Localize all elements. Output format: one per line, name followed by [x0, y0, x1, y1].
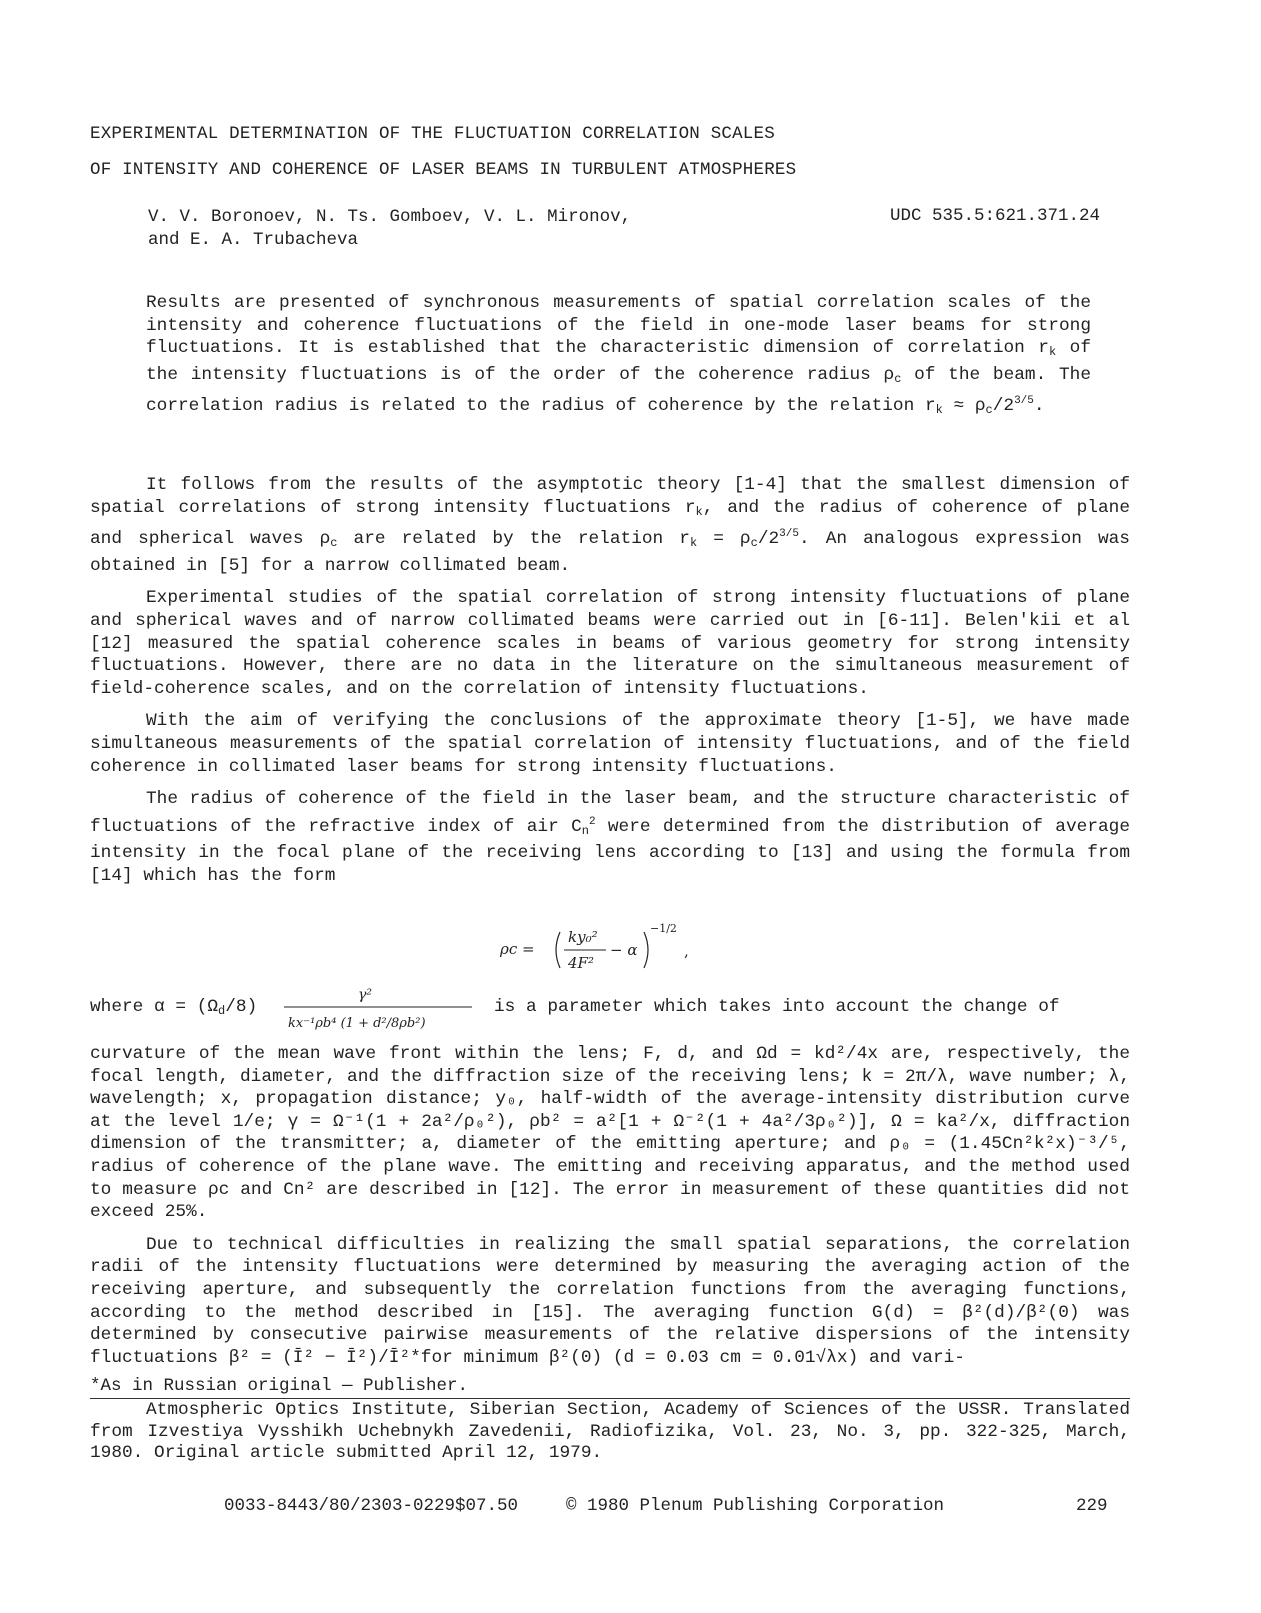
abstract-text-1: Results are presented of synchronous measurements of spatial correlation scales of the intensity and coherence fluctuations of the field in one-mode laser beams for strong fluctuations. It is established that the characteristic dimension of correlation r: [146, 293, 1091, 359]
footnote: *As in Russian original — Publisher.: [90, 1376, 469, 1396]
formula-minus-alpha: − α: [610, 941, 638, 959]
paragraph-3: With the aim of verifying the conclusions of the approximate theory [1-5], we have made simultaneous measurements of the spatial correlation of intensity fluctuations, and of the field coherence in collimated laser beams for strong intensity fluctuations.: [90, 711, 1130, 777]
body-text-top: [90, 474, 1130, 888]
paragraph-2: Experimental studies of the spatial correlation of strong intensity fluctuations of plane and spherical waves and of narrow collimated beams were carried out in [6-11]. Belen'kii et al [12] measured the spatial coherence scales in beams of various geometry for strong intensity fluctuations. However, there are no data in the literature on the simultaneous measurement of field-coherence scales, and on the correlation of intensity fluctuations.: [90, 588, 1130, 699]
affiliation-text: Atmospheric Optics Institute, Siberian Section, Academy of Sciences of the USSR. Translated from Izvestiya Vysshikh Uchebnykh Zavedenii, Radiofizika, Vol. 23, No. 3, pp. 322-325, March, 1980. Original article submitted April 12, 1979.: [90, 1400, 1130, 1463]
abstract-text-3: of the beam. The correlation radius is related to the radius of coherence by the relation r: [146, 364, 1092, 417]
formula-numerator: ky₀²: [568, 928, 598, 946]
paragraph-6: Due to technical difficulties in realizing the small spatial separations, the correlation radii of the intensity fluctuations were determined by measuring the averaging action of the receiving aperture, and subsequently the correlation functions from the averaging functions, according to the method described in [15]. The averaging function G(d) = β²(d)/β²(0) was determined by consecutive pairwise measurements of the relative dispersions of the intensity fluctuations β² = (Ī² − Ī²)/Ī²*for minimum β²(0) (d = 0.03 cm = 0.01√λx) and vari-: [90, 1234, 1130, 1368]
authors-line-1: V. V. Boronoev, N. Ts. Gomboev, V. L. Mironov,: [148, 207, 632, 227]
formula-svg: [498, 916, 708, 980]
paragraph-5: curvature of the mean wave front within the lens; F, d, and Ωd = kd²/4x are, respectively, the focal length, diameter, and the diffraction size of the receiving lens; k = 2π/λ, wave number; λ, wavelength; x, propagation distance; y₀, half-width of the average-intensity distribution curve at the level 1/e; γ = Ω⁻¹(1 + 2a²/ρ₀²), ρb² = a²[1 + Ω⁻²(1 + 4a²/3ρ₀²)], Ω = ka²/x, diffraction dimension of the transmitter; a, diameter of the emitting aperture; and ρ₀ = (1.45Cn²k²x)⁻³/⁵, radius of coherence of the plane wave. The emitting and receiving apparatus, and the method used to measure ρc and Cn² are described in [12]. The error in measurement of these quantities did not exceed 25%.: [90, 1044, 1130, 1223]
where-prefix: where $\alpha = (\Omega_d/8)$: [90, 997, 258, 1018]
affiliation: [90, 1400, 1130, 1465]
alpha-denominator: kx⁻¹ρb⁴ (1 + d²/8ρb²): [288, 1016, 426, 1031]
abstract: [146, 292, 1091, 422]
footnote-separator: [90, 1398, 1130, 1399]
paragraph-1: It follows from the results of the asymptotic theory [1-4] that the smallest dimension of spatial correlations of strong intensity fluctuations $r_k$, and the radius of coherence of plane and spherical waves $\rho_c$ are related by the relation $r_k = \rho_c/2^{3/5}$. An analogous expression was obtained in [5] for a narrow collimated beam.: [90, 475, 1130, 576]
formula-lhs: ρc =: [500, 940, 535, 958]
abstract-text-4: ≈ ρ: [942, 396, 986, 417]
abstract-sub-c-2: c: [985, 403, 993, 418]
abstract-sub-k: k: [1048, 345, 1057, 360]
udc-code: UDC 535.5:621.371.24: [890, 206, 1101, 226]
abstract-text-2: of the intensity fluctuations is of the order of the coherence radius ρ: [146, 338, 1091, 385]
footer-code: 0033-8443/80/2303-0229$07.50: [224, 1496, 519, 1516]
abstract-text-5: /2: [992, 396, 1015, 417]
formula-comma: ,: [684, 942, 689, 960]
footer-copyright: © 1980 Plenum Publishing Corporation: [566, 1496, 945, 1516]
abstract-exp: 3/5: [1014, 395, 1034, 408]
page-number: 229: [1076, 1496, 1108, 1516]
where-suffix: is a parameter which takes into account the change of: [494, 997, 1060, 1017]
abstract-sub-c: c: [894, 371, 902, 386]
paragraph-4: The radius of coherence of the field in the laser beam, and the structure characteristic of fluctuations of the refractive index of air $C_n^2$ were determined from the distribution of average intensity in the focal plane of the receiving lens according to [13] and using the formula from [14] which has the form: [90, 789, 1130, 886]
formula-denominator: 4F²: [568, 954, 594, 972]
alpha-definition-line: [90, 985, 1130, 1035]
abstract-end: .: [1033, 396, 1045, 417]
formula-exponent: −1/2: [650, 922, 677, 935]
alpha-numerator: γ²: [358, 987, 372, 1003]
title-line-1: EXPERIMENTAL DETERMINATION OF THE FLUCTUATION CORRELATION SCALES: [90, 124, 775, 144]
body-text-bottom: [90, 1043, 1130, 1369]
authors-line-2: and E. A. Trubacheva: [148, 230, 359, 250]
abstract-sub-k-2: k: [935, 403, 943, 418]
authors: [148, 206, 631, 252]
title-line-2: OF INTENSITY AND COHERENCE OF LASER BEAMS IN TURBULENT ATMOSPHERES: [90, 160, 797, 180]
coherence-radius-formula: [498, 916, 708, 984]
alpha-fraction: [282, 985, 482, 1035]
